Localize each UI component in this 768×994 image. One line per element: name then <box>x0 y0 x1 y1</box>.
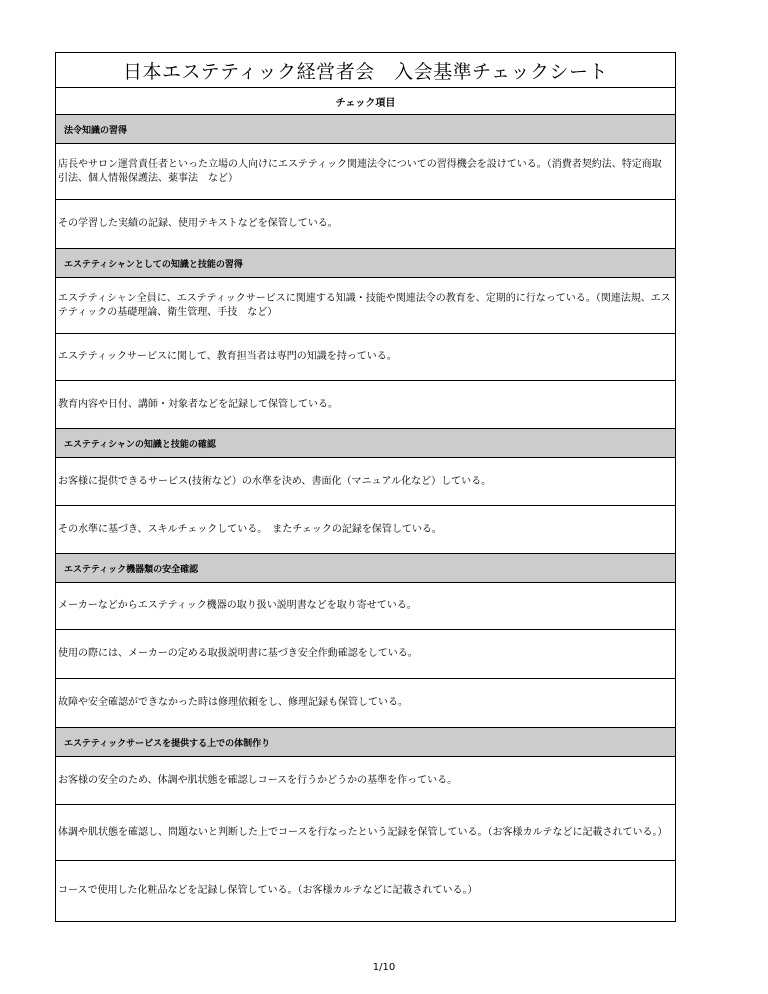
section-heading-equipment-safety: エステティック機器類の安全確認 <box>56 554 675 583</box>
check-item: コースで使用した化粧品などを記録し保管している。（お客様カルテなどに記載されている。） <box>58 885 478 896</box>
page-number: 1/10 <box>372 962 396 973</box>
checklist-table <box>55 88 676 922</box>
check-item: お客様に提供できるサービス(技術など）の水準を決め、書面化（マニュアル化など）している。 <box>56 458 675 506</box>
check-item: お客様の安全のため、体調や肌状態を確認しコースを行うかどうかの基準を作っている。 <box>56 757 675 805</box>
check-item: 教育内容や日付、講師・対象者などを記録して保管している。 <box>56 381 675 429</box>
check-item: エステティックサービスに関して、教育担当者は専門の知識を持っている。 <box>56 334 675 381</box>
check-item: 体調や肌状態を確認し、問題ないと判断した上でコースを行なったという記録を保管している。（お客様カルテなどに記載されている。） <box>56 805 675 861</box>
check-item: 使用の際には、メーカーの定める取扱説明書に基づき安全作動確認をしている。 <box>56 630 675 679</box>
section-heading-skill-verification: エステティシャンの知識と技能の確認 <box>56 429 675 458</box>
section-heading-esthetician-training: エステティシャンとしての知識と技能の習得 <box>56 249 675 278</box>
section-heading-legal-knowledge: 法令知識の習得 <box>56 115 675 144</box>
check-item: 故障や安全確認ができなかった時は修理依頼をし、修理記録も保管している。 <box>56 679 675 728</box>
column-header: チェック項目 <box>56 88 675 115</box>
section-heading-service-system: エステティックサービスを提供する上での体制作り <box>56 728 675 757</box>
checklist-sheet <box>55 52 676 922</box>
check-item: メーカーなどからエステティック機器の取り扱い説明書などを取り寄せている。 <box>56 583 675 630</box>
check-item: その学習した実績の記録、使用テキストなどを保管している。 <box>56 200 675 249</box>
check-item: その水準に基づき、スキルチェックしている。 またチェックの記録を保管している。 <box>56 506 675 554</box>
check-item: 店長やサロン運営責任者といった立場の人向けにエステティック関連法令についての習得機会を設けている。（消費者契約法、特定商取引法、個人情報保護法、薬事法 など） <box>56 144 675 200</box>
check-item: エステティシャン全員に、エステティックサービスに関連する知識・技能や関連法令の教育を、定期的に行なっている。（関連法規、エステティックの基礎理論、衛生管理、手技 など） <box>56 278 675 334</box>
sheet-title: 日本エステティック経営者会 入会基準チェックシート <box>55 52 676 88</box>
